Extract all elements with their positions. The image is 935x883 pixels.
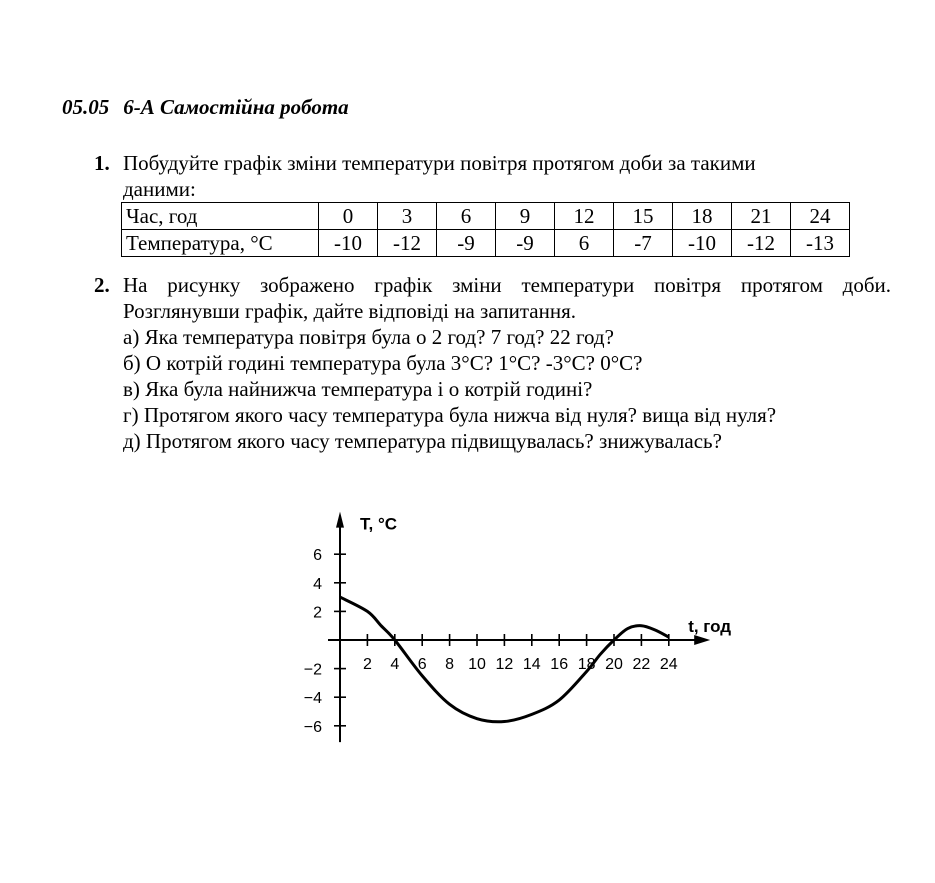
task-text-line: даними: [123,177,196,201]
x-tick-label: 14 [522,656,541,673]
x-axis-arrow [694,635,710,645]
question-e: д) Протягом якого часу температура підвищувалась? знижувалась? [123,429,722,453]
chart-tick-labels [304,547,678,736]
table-cell: -13 [791,230,850,257]
table-cell: 18 [673,203,732,230]
x-tick-label: 2 [362,656,372,673]
question-d: г) Протягом якого часу температура була нижча від нуля? вища від нуля? [123,403,777,427]
x-tick-label: 22 [632,656,651,673]
task-text-line: На рисунку зображено графік зміни температури повітря протягом доби. [123,273,891,297]
date-label: 05.05 [62,95,110,119]
x-tick-label: 20 [605,656,623,673]
table-cell: 6 [437,203,496,230]
table-cell: 9 [496,203,555,230]
x-tick-label: 18 [577,656,596,673]
page-title [62,95,349,120]
question-a: а) Яка температура повітря була о 2 год? 7 год? 22 год? [123,325,614,349]
y-tick-label: 6 [313,547,322,565]
chart-axes [328,512,710,742]
table-cell: -9 [496,230,555,257]
y-tick-label: −4 [303,690,322,708]
table-header-cell: Температура, °C [122,230,319,257]
table-cell: -7 [614,230,673,257]
x-tick-label: 10 [468,656,486,673]
table-cell: -10 [319,230,378,257]
table-cell: 24 [791,203,850,230]
table-row [122,230,850,257]
task-number: 2. [94,273,110,297]
table-cell: 21 [732,203,791,230]
y-tick-label: 2 [313,604,322,622]
table-cell: -9 [437,230,496,257]
x-axis-label: t, год [688,617,732,636]
y-axis-arrow [336,512,344,528]
data-table [121,202,850,257]
y-tick-label: −2 [303,661,322,679]
table-cell: -12 [378,230,437,257]
x-tick-label: 6 [417,656,427,673]
x-tick-label: 24 [659,656,678,673]
question-c: в) Яка була найнижча температура і о котрій годині? [123,377,593,401]
title-label: 6-А Самостійна робота [123,95,349,119]
x-tick-label: 8 [445,656,455,673]
table-cell: 15 [614,203,673,230]
table-cell: 12 [555,203,614,230]
x-tick-label: 16 [550,656,569,673]
table-cell: 3 [378,203,437,230]
temperature-chart [290,500,760,750]
table-header-cell: Час, год [122,203,319,230]
task-text-line: Розглянувши графік, дайте відповіді на запитання. [123,299,576,323]
x-tick-label: 12 [495,656,514,673]
table-row [122,203,850,230]
table-cell: 0 [319,203,378,230]
y-tick-label: 4 [313,575,322,593]
table-cell: -10 [673,230,732,257]
task-text-line: Побудуйте графік зміни температури повітря протягом доби за такими [123,151,756,175]
y-tick-label: −6 [303,718,322,736]
question-b: б) О котрій годині температура була 3°C? 1°C? -3°C? 0°C? [123,351,643,375]
table-cell: 6 [555,230,614,257]
y-axis-label: T, °C [360,514,398,534]
x-tick-label: 4 [390,656,400,673]
table-cell: -12 [732,230,791,257]
task-number: 1. [94,151,110,175]
